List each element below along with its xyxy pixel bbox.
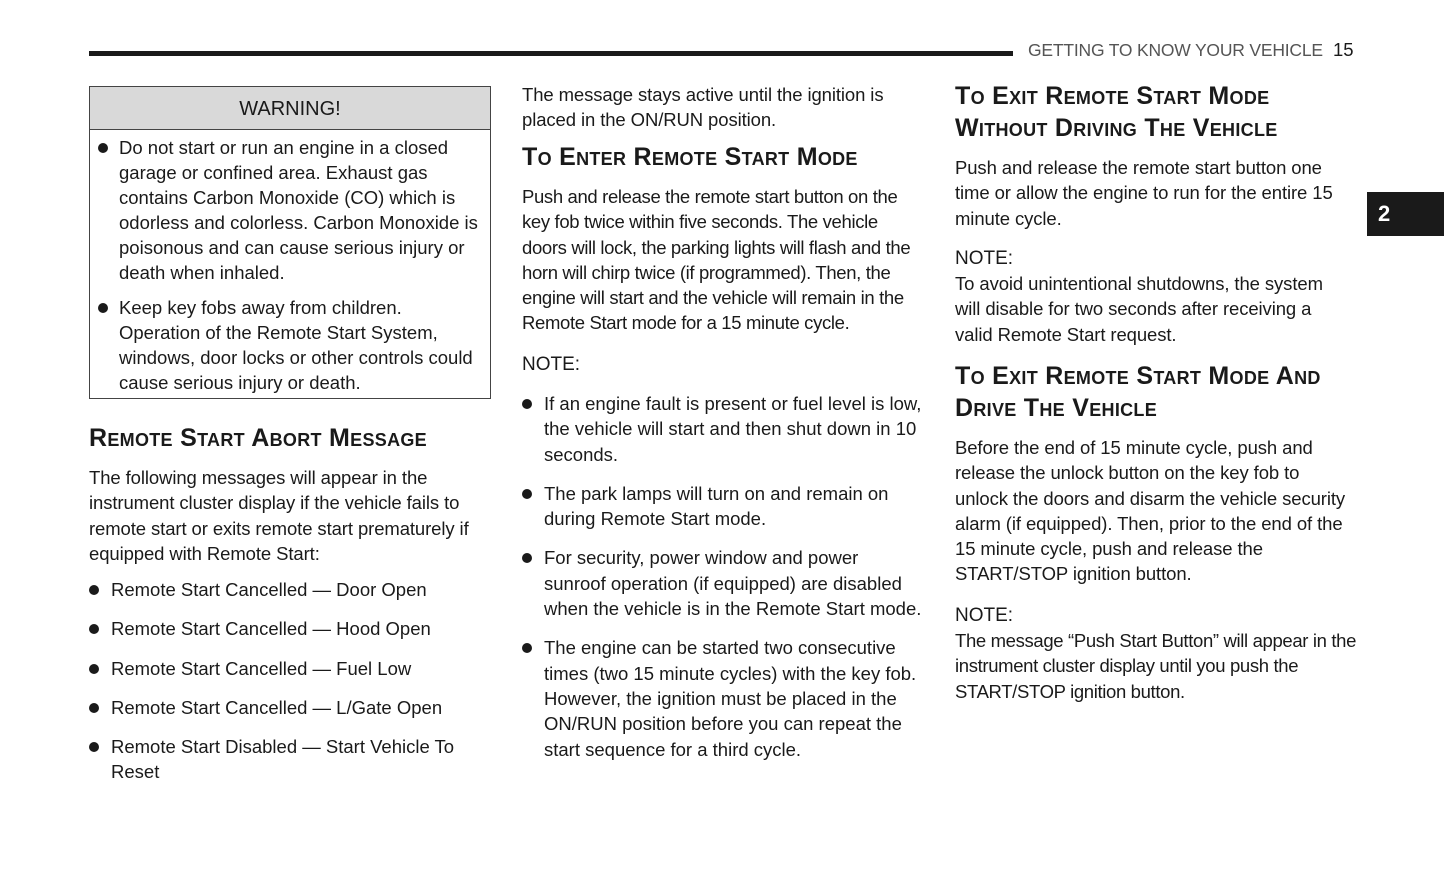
bullet-icon: [522, 643, 532, 653]
bullet-icon: [89, 585, 99, 595]
exit-drive-heading: To Exit Remote Start Mode And Drive The Vehicle: [955, 362, 1321, 422]
list-item: Remote Start Cancelled — Hood Open: [89, 616, 489, 641]
exit-no-drive-text: Push and release the remote start button one time or allow the engine to run for the entire 15 minute cycle.: [955, 157, 1333, 229]
abort-heading: Remote Start Abort Message: [89, 424, 427, 452]
note-label: NOTE:: [955, 605, 1014, 626]
exit-drive-text: Before the end of 15 minute cycle, push and release the unlock button on the key fob to unlock the doors and disarm the vehicle security alarm (if equipped). Then, prior to the end of the 15 minute cycle, push and release the START/STOP ignition button.: [955, 437, 1346, 585]
notes-list: [522, 391, 922, 762]
note-label: NOTE:: [955, 248, 1014, 269]
exit-no-drive-heading: To Exit Remote Start Mode Without Driving The Vehicle: [955, 82, 1278, 142]
bullet-icon: [522, 489, 532, 499]
list-item: Remote Start Cancelled — Door Open: [89, 577, 489, 602]
bullet-icon: [89, 664, 99, 674]
abort-intro: The following messages will appear in the instrument cluster display if the vehicle fails to remote start or exits remote start prematurely if equipped with Remote Start:: [89, 467, 469, 564]
note-label: NOTE:: [522, 354, 581, 375]
section-title: GETTING TO KNOW YOUR VEHICLE: [1028, 40, 1323, 60]
chapter-tab[interactable]: 2: [1367, 192, 1444, 236]
bullet-icon: [89, 703, 99, 713]
warning-item: Do not start or run an engine in a closed garage or confined area. Exhaust gas contains Carbon Monoxide (CO) which is odorless and colorless. Carbon Monoxide is poisonous and can cause serious injury or death when inhaled.: [98, 135, 482, 285]
list-item: The park lamps will turn on and remain on during Remote Start mode.: [522, 481, 922, 532]
bullet-icon: [89, 624, 99, 634]
bullet-icon: [98, 303, 108, 313]
warning-box: [89, 86, 491, 399]
bullet-icon: [89, 742, 99, 752]
enter-text: Push and release the remote start button on the key fob twice within five seconds. The vehicle doors will lock, the parking lights will flash and the horn will chirp twice (if programmed). Then, the engine will start and the vehicle will remain in the Remote Start mode for a 15 minute cycle.: [522, 186, 911, 334]
note-text: The message “Push Start Button” will appear in the instrument cluster display until you push the START/STOP ignition button.: [955, 630, 1357, 702]
note-text: To avoid unintentional shutdowns, the system will disable for two seconds after receiving a valid Remote Start request.: [955, 273, 1323, 345]
list-item: Remote Start Cancelled — L/Gate Open: [89, 695, 489, 720]
list-item: If an engine fault is present or fuel level is low, the vehicle will start and then shut down in 10 seconds.: [522, 391, 922, 467]
bullet-icon: [98, 143, 108, 153]
continued-text: The message stays active until the ignition is placed in the ON/RUN position.: [522, 84, 884, 131]
warning-list: [90, 130, 490, 395]
page-number: 15: [1333, 39, 1354, 60]
list-item: For security, power window and power sunroof operation (if equipped) are disabled when the vehicle is in the Remote Start mode.: [522, 545, 922, 621]
list-item: Remote Start Disabled — Start Vehicle To Reset: [89, 734, 461, 785]
abort-messages-list: [89, 577, 489, 785]
bullet-icon: [522, 399, 532, 409]
warning-title: WARNING!: [90, 87, 490, 130]
list-item: Remote Start Cancelled — Fuel Low: [89, 656, 489, 681]
warning-item: Keep key fobs away from children. Operation of the Remote Start System, windows, door locks or other controls could cause serious injury or death.: [98, 295, 482, 395]
enter-heading: To Enter Remote Start Mode: [522, 143, 858, 171]
header-rule: [89, 51, 1013, 56]
list-item: The engine can be started two consecutive times (two 15 minute cycles) with the key fob. However, the ignition must be placed in the ON/RUN position before you can repeat the start sequence for a third cycle.: [522, 635, 922, 761]
bullet-icon: [522, 553, 532, 563]
